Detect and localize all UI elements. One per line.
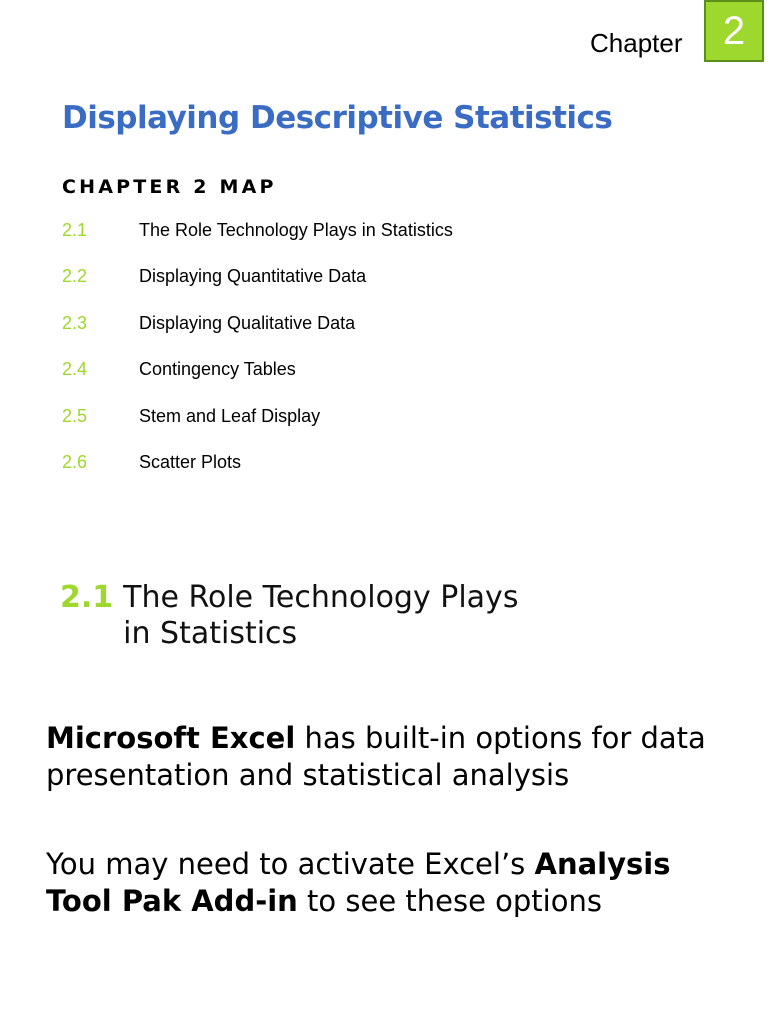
- map-item-2-1: [62, 218, 702, 264]
- map-item-number: 2.3: [62, 312, 88, 333]
- chapter-number-badge: 2: [704, 0, 764, 62]
- map-item-2-2: [62, 264, 702, 310]
- section-heading: [60, 580, 553, 652]
- chapter-map-heading: CHAPTER 2 MAP: [62, 176, 277, 198]
- map-item-label: Contingency Tables: [139, 359, 296, 380]
- paragraph-bold-term: Analysis Tool Pak Add-in: [46, 847, 671, 918]
- map-item-number: 2.4: [62, 359, 88, 380]
- map-item-2-3: [62, 311, 702, 357]
- map-item-label: Displaying Qualitative Data: [139, 312, 356, 333]
- paragraph-text: to see these options: [297, 884, 602, 918]
- paragraph-bold-term: Microsoft Excel: [46, 721, 296, 755]
- map-item-2-5: [62, 404, 702, 450]
- map-item-label: Scatter Plots: [139, 451, 242, 472]
- section-number: 2.1: [60, 580, 114, 615]
- map-item-2-4: [62, 357, 702, 403]
- page-title: Displaying Descriptive Statistics: [62, 100, 613, 136]
- section-title: The Role Technology Plays in Statistics: [123, 580, 519, 651]
- map-item-number: 2.6: [62, 451, 88, 472]
- chapter-map-list: [62, 218, 702, 496]
- chapter-label: Chapter: [590, 28, 683, 58]
- map-item-number: 2.2: [62, 266, 88, 287]
- map-item-label: Displaying Quantitative Data: [139, 266, 367, 287]
- paragraph-text: You may need to activate Excel’s: [46, 847, 535, 881]
- map-item-number: 2.5: [62, 405, 88, 426]
- paragraph-excel-options: [46, 720, 736, 794]
- map-item-label: Stem and Leaf Display: [139, 405, 321, 426]
- paragraph-activate-toolpak: [46, 846, 736, 920]
- map-item-2-6: [62, 450, 702, 496]
- map-item-number: 2.1: [62, 220, 88, 240]
- map-item-label: The Role Technology Plays in Statistics: [139, 220, 453, 240]
- paragraph-text: has built-in options for data presentation and statistical analysis: [46, 721, 706, 792]
